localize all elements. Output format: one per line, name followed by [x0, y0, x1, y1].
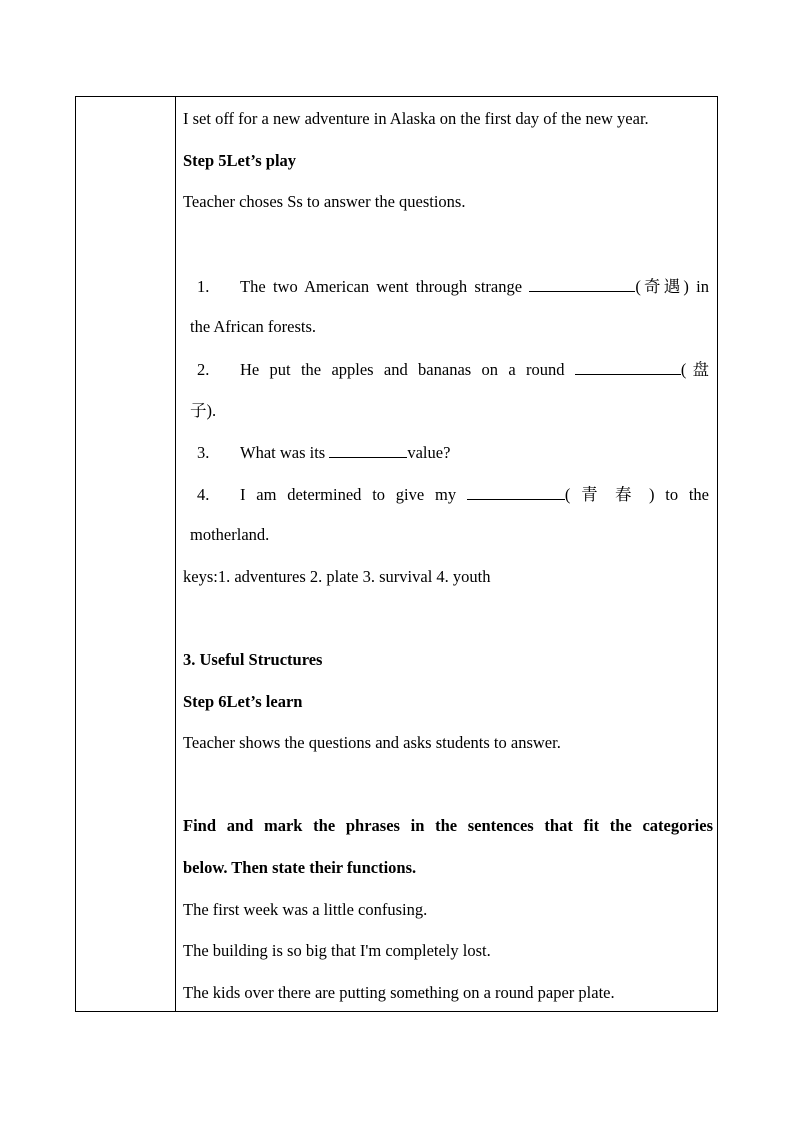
question-2-continuation: 子).	[190, 401, 217, 420]
step6-title: Step 6Let’s learn	[183, 692, 303, 711]
question-3-number: 3.	[197, 443, 210, 462]
question-1-hint: (奇遇) in	[635, 277, 710, 296]
question-3	[190, 442, 709, 463]
question-3-hint: value?	[407, 443, 451, 462]
question-2	[190, 359, 709, 380]
question-4-continuation: motherland.	[190, 525, 270, 544]
task-instruction-line1: Find and mark the phrases in the sentences that fit the categories	[183, 816, 713, 835]
section3-title: 3. Useful Structures	[183, 650, 323, 669]
question-1	[190, 276, 709, 297]
step6-description: Teacher shows the questions and asks students to answer.	[183, 733, 561, 752]
example-sentence-3: The kids over there are putting something on a round paper plate.	[183, 983, 615, 1002]
question-4-number: 4.	[197, 485, 210, 504]
question-4	[190, 484, 709, 505]
step5-title: Step 5Let’s play	[183, 151, 297, 170]
left-column-cell	[76, 97, 176, 1011]
question-1-blank	[529, 276, 635, 292]
question-3-blank	[329, 442, 407, 458]
question-4-blank	[467, 484, 565, 500]
intro-line: I set off for a new adventure in Alaska on the first day of the new year.	[183, 109, 649, 128]
question-4-text: I am determined to give my	[240, 485, 457, 504]
question-2-number: 2.	[197, 360, 210, 379]
example-sentence-2: The building is so big that I'm completely lost.	[183, 941, 491, 960]
content-cell	[176, 97, 717, 1011]
task-instruction-line2: below. Then state their functions.	[183, 858, 417, 877]
lesson-table	[75, 96, 718, 1012]
question-1-text: The two American went through strange	[240, 277, 523, 296]
question-2-text: He put the apples and bananas on a round	[240, 360, 565, 379]
question-4-hint: ( 青 春 ) to the	[564, 485, 710, 504]
question-2-blank	[575, 359, 681, 375]
step5-description: Teacher choses Ss to answer the questions.	[183, 192, 466, 211]
answer-keys: keys:1. adventures 2. plate 3. survival 4. youth	[183, 567, 491, 586]
question-1-continuation: the African forests.	[190, 317, 316, 336]
question-3-text: What was its	[240, 443, 326, 462]
example-sentence-1: The first week was a little confusing.	[183, 900, 428, 919]
question-1-number: 1.	[197, 277, 210, 296]
question-2-hint: (盘	[680, 360, 710, 379]
